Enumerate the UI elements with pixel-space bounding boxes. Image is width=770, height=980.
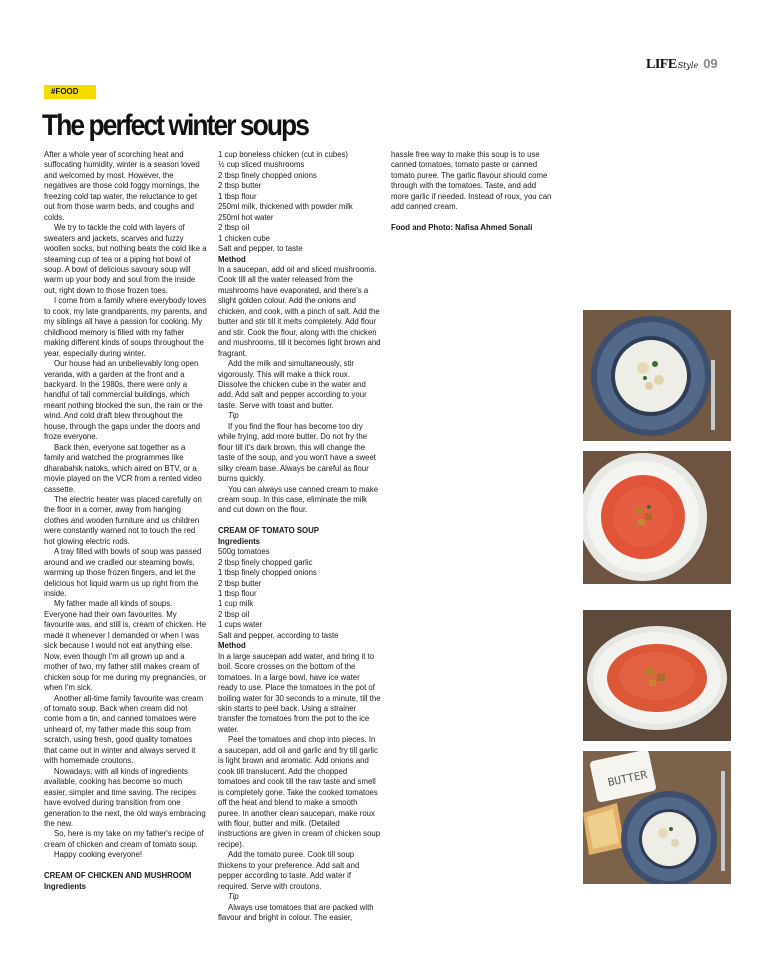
paragraph: Our house had an unbelievably long open veranda, with a garden at the front and a backyard. In the 1980s, there were only a handful of tall commercial buildings, which meant nothing blocked the sun, the rain or the wind. And cold draft blew throughout the house, through the gaps under the doors and froze everyone.: [44, 359, 203, 442]
photo-tomato-soup-angle: [583, 610, 731, 741]
photo-chicken-soup-with-toast: [583, 751, 731, 884]
paragraph: 250ml milk, thickened with powder milk: [218, 202, 353, 212]
paragraph: Salt and pepper, to taste: [218, 244, 303, 254]
paragraph-gap: [218, 516, 381, 526]
paragraph: Back then, everyone sat together as a family and watched the programmes like dharabahik natoks, which aired on BTV, or a movie played on the VCR from a rented video cassette.: [44, 442, 202, 494]
paragraph: In a saucepan, add oil and sliced mushrooms. Cook till all the water released from the mushrooms have evaporated, and there's a slight golden colour. Add the onions and chicken, and cook, with a pinch of salt. Add the butter and stir till it melts completely. Add flour and stir. Cook the flour, along with the chicken and mushrooms, till it becomes light brown and fragrant.: [218, 264, 381, 358]
paragraph: 1 tbsp flour: [218, 191, 257, 201]
paragraph: In a large saucepan add water, and bring it to boil. Score crosses on the bottom of the tomatoes. In a large bowl, have ice water ready to use. Place the tomatoes in the pot of boiling water for 30 seconds to a minute, till the skin starts to peel back. Using a strainer transfer the tomatoes from the pot to the ice water.: [218, 651, 381, 734]
paragraph: After a whole year of scorching heat and suffocating humidity, winter is a season loved and welcomed by most. However, the negatives are those cold foggy mornings, the freezing cold tap water, the reluctance to get out from those warm beds, and coughs and colds.: [44, 150, 200, 222]
paragraph-gap: [44, 861, 207, 871]
paragraph: My father made all kinds of soups. Everyone had their own favourites. My favourite was, and still is, cream of chicken. He made it whenever I demanded or when I was sick because I would not eat anything else. Now, even though I'm all grown up and a mother of two, my father still makes cream of chicken soup for me during my pregnancies, or when I'm sick.: [44, 599, 207, 693]
paragraph: Always use tomatoes that are packed with flavour and bright in colour. The easier,: [218, 902, 374, 923]
section-tag: #FOOD: [44, 85, 96, 99]
paragraph: 1 tbsp flour: [218, 589, 257, 599]
paragraph-gap: [391, 213, 554, 223]
paragraph: Add the milk and simultaneously, stir vigorously. This will make a thick roux. Dissolve the chicken cube in the water and add. Add salt and pepper according to your taste. Serve with toast and butter.: [218, 359, 367, 410]
paragraph: I come from a family where everybody loves to cook, my late grandparents, my parents, and my siblings all have a passion for cooking. My childhood memory is filled with my father making different kinds of soups throughout the year, especially during winter.: [44, 296, 207, 358]
paragraph: 1 cups water: [218, 620, 263, 630]
article-title: The perfect winter soups: [42, 109, 308, 142]
masthead-brand: LIFE: [646, 57, 677, 72]
subheading: Method: [218, 254, 246, 264]
paragraph: Salt and pepper, according to taste: [218, 630, 339, 640]
paragraph: 2 tbsp butter: [218, 578, 262, 588]
paragraph: You can always use canned cream to make cream soup. In this case, eliminate the milk and cut down on the flour.: [218, 484, 379, 515]
paragraph: 1 cup boneless chicken (cut in cubes): [218, 150, 349, 159]
paragraph: 2 tbsp butter: [218, 181, 262, 191]
paragraph: Happy cooking everyone!: [54, 850, 142, 860]
subheading: Ingredients: [218, 536, 261, 546]
page-number: 09: [703, 56, 718, 71]
article-column-1: [44, 150, 207, 892]
paragraph: 2 tbsp oil: [218, 223, 250, 233]
paragraph: Add the tomato puree. Cook till soup thickens to your preference. Add salt and pepper according to taste. Add water if required. Serve with croutons.: [218, 850, 360, 891]
subheading: Food and Photo: Nafisa Ahmed Sonali: [391, 223, 533, 233]
subheading: CREAM OF CHICKEN AND MUSHROOM: [44, 871, 192, 881]
paragraph: So, here is my take on my father's recipe of cream of chicken and cream of tomato soup.: [44, 829, 204, 849]
paragraph: 250ml hot water: [218, 212, 274, 222]
photo-tomato-soup-top: [583, 451, 731, 584]
paragraph: 1 tbsp finely chopped onions: [218, 568, 317, 578]
masthead: [646, 56, 718, 76]
paragraph: 2 tbsp finely chopped onions: [218, 170, 317, 180]
paragraph: A tray filled with bowls of soup was passed around and we cradled our steaming bowls, warming up those frozen fingers, and let the delicious hot liquid warm us up right from the inside.: [44, 547, 202, 599]
paragraph: 2 tbsp oil: [218, 609, 250, 619]
paragraph: We try to tackle the cold with layers of sweaters and jackets, scarves and fuzzy woollen socks, but nothing beats the cold like a steaming cup of tea or a piping hot bowl of soup. A bowl of delicious savoury soup will warm up your body and soul from the inside out, right down to those frozen toes.: [44, 223, 207, 295]
tip-label: Tip: [228, 411, 239, 421]
masthead-section: Style: [677, 61, 699, 70]
subheading: CREAM OF TOMATO SOUP: [218, 526, 319, 536]
paragraph: ½ cup sliced mushrooms: [218, 160, 305, 170]
subheading: Method: [218, 641, 246, 651]
paragraph: Peel the tomatoes and chop into pieces. In a saucepan, add oil and garlic and fry till garlic is light brown and aromatic. Add onions and cook till translucent. Add the chopped tomatoes and cook till the raw taste and smell is completely gone. Take the cooked tomatoes off the heat and blend to make a smooth puree. In another clean saucepan, make roux with flour, butter and milk. (Detailed instructions are given in cream of chicken soup recipe).: [218, 735, 381, 849]
paragraph: 2 tbsp finely chopped garlic: [218, 557, 313, 567]
paragraph: If you find the flour has become too dry while frying, add more butter. Do not fry the flour till it's dark brown, this will change the taste of the soup, and you won't have a sweet silky cream base. Always be careful as flour burns quickly.: [218, 421, 376, 484]
article-column-2: [218, 150, 381, 924]
paragraph: Another all-time family favourite was cream of tomato soup. Back when cream did not come from a tin, and canned tomatoes were unheard of, my father made this soup from scratch, using fresh, good quality tomatoes that came out in winter and always served it with homemade croutons.: [44, 693, 204, 766]
paragraph: 1 cup milk: [218, 599, 254, 609]
paragraph: hassle free way to make this soup is to use canned tomatoes, tomato paste or canned tomato puree. The garlic flavour should come through with the tomatoes. Taste, and add more garlic if needed. Instead of roux, you can add canned cream.: [391, 150, 552, 212]
paragraph: The electric heater was placed carefully on the floor in a corner, away from hanging clothes and wooden furniture and us children were constantly warned not to touch the red hot glowing electric rods.: [44, 494, 202, 546]
butter-box-label: BUTTER: [606, 768, 649, 790]
paragraph: 500g tomatoes: [218, 547, 270, 557]
subheading: Ingredients: [44, 881, 87, 891]
paragraph: Nowadays, with all kinds of ingredients available, cooking has become so much easier, simpler and time saving. The recipes have evolved during transition from one generation to the next, the old ways embracing the new.: [44, 766, 206, 828]
article-column-3: [391, 150, 554, 234]
tip-label: Tip: [228, 892, 239, 902]
paragraph: 1 chicken cube: [218, 233, 271, 243]
photo-chicken-soup-top: [583, 310, 731, 441]
